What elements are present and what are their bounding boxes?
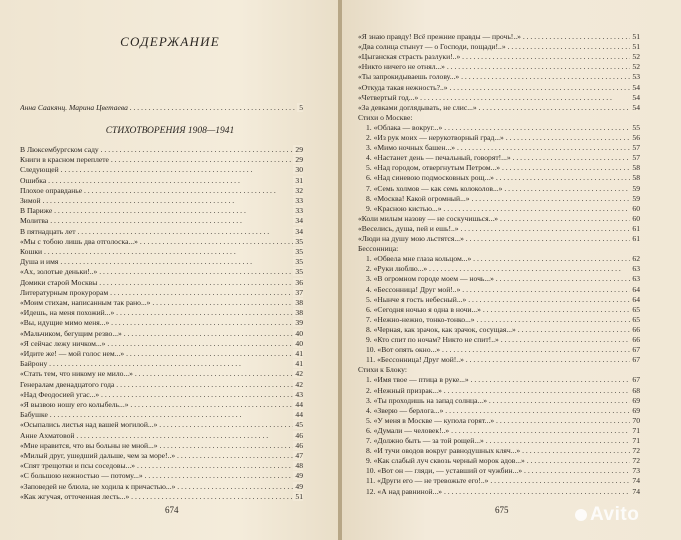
entry-title: Бессонница: bbox=[358, 244, 399, 254]
entry-title: 1. «Имя твое — птица в руке...» . . . bbox=[366, 375, 640, 384]
entry-page: 40 bbox=[295, 338, 303, 348]
entry-page: 47 bbox=[295, 451, 303, 460]
entry-page: 43 bbox=[295, 389, 303, 399]
entry-title: «Ах, золотые деньки!..» . . . bbox=[20, 267, 291, 276]
entry-title: «Идите же! — мой голос нем...» . . . bbox=[20, 349, 303, 358]
entry-page: 61 bbox=[632, 223, 640, 233]
entry-page: 54 bbox=[632, 102, 640, 112]
entry-page: 72 bbox=[632, 456, 640, 466]
toc-entry bbox=[358, 103, 640, 112]
entry-page: 45 bbox=[295, 420, 303, 430]
entry-title: Молитва . . . bbox=[20, 216, 242, 225]
entry-title: «Осыпались листья над вашей могилой...» . . . bbox=[20, 420, 303, 429]
entry-page: 60 bbox=[632, 213, 640, 223]
toc-entry bbox=[366, 456, 640, 465]
toc-entry bbox=[20, 420, 303, 429]
entry-title: 10. «Вот опять окно...» . . . bbox=[366, 345, 634, 354]
toc-entry bbox=[366, 466, 640, 475]
entry-page: 48 bbox=[295, 461, 303, 471]
toc-entry bbox=[20, 267, 303, 276]
toc-entry bbox=[20, 451, 303, 460]
entry-page: 29 bbox=[295, 145, 303, 154]
toc-entry bbox=[20, 400, 303, 409]
entry-page: 29 bbox=[295, 155, 303, 165]
entry-page: 59 bbox=[632, 183, 640, 193]
toc-entry bbox=[358, 83, 640, 92]
entry-title: 11. «Други его — не тревожьте его!..» . . . bbox=[366, 476, 640, 485]
entry-title: Стихи о Москве: bbox=[358, 112, 413, 122]
entry-title: 9. «Как слабый луч сквозь черный морок адов...» . . . bbox=[366, 456, 640, 465]
entry-title: 3. «Ты проходишь на запад солнца...» . . . bbox=[366, 396, 640, 405]
entry-title: «С большою нежностью — потому...» . . . bbox=[20, 471, 303, 480]
entry-page: 58 bbox=[632, 163, 640, 173]
entry-title: 4. «Зверю — берлога...» . . . bbox=[366, 406, 637, 415]
toc-entry bbox=[20, 431, 303, 440]
toc-entry bbox=[358, 62, 640, 71]
entry-page: 40 bbox=[295, 328, 303, 338]
toc-entry bbox=[20, 359, 303, 368]
toc-entry bbox=[20, 155, 303, 164]
entry-title: «Коли милым назову — не соскучишься...» . . . bbox=[358, 214, 640, 223]
entry-page: 35 bbox=[295, 247, 303, 256]
entry-page: 34 bbox=[295, 216, 303, 226]
entry-title: 1. «Облака — вокруг...» . . . bbox=[366, 123, 636, 132]
toc-entry bbox=[358, 244, 640, 253]
toc-entry bbox=[358, 42, 640, 51]
page-number: 674 bbox=[165, 505, 179, 515]
toc-entry bbox=[358, 224, 640, 233]
entry-page: 41 bbox=[295, 349, 303, 358]
entry-page: 42 bbox=[295, 379, 303, 389]
toc-entry bbox=[20, 298, 303, 307]
entry-page: 49 bbox=[295, 481, 303, 491]
entry-title: «Я вызвою ношу его колыбель...» . . . bbox=[20, 400, 303, 409]
entry-page: 51 bbox=[295, 491, 303, 501]
toc-entry bbox=[20, 288, 303, 297]
entry-page: 57 bbox=[632, 153, 640, 163]
entry-title: «Мы с тобою лишь два отголоска...» . . . bbox=[20, 237, 303, 246]
entry-page: 57 bbox=[632, 143, 640, 153]
entry-title: Зимой . . . bbox=[20, 196, 234, 205]
entry-page: 33 bbox=[295, 196, 303, 205]
entry-page: 44 bbox=[295, 410, 303, 420]
entry-title: «Идешь, на меня похожий...» . . . bbox=[20, 308, 303, 317]
toc-entry bbox=[366, 163, 640, 172]
page-number: 675 bbox=[495, 505, 509, 515]
entry-page: 67 bbox=[632, 375, 640, 385]
entry-title: Домики старой Москвы . . . bbox=[20, 278, 291, 287]
entry-page: 35 bbox=[295, 267, 303, 277]
entry-page: 66 bbox=[632, 335, 640, 344]
toc-entry bbox=[366, 426, 640, 435]
entry-title: 6. «Сегодня ночью я одна в ночи...» . . . bbox=[366, 305, 640, 314]
toc-entry bbox=[20, 380, 303, 389]
entry-page: 49 bbox=[295, 471, 303, 481]
entry-title: 9. «Кто спит по ночам? Никто не спит!..» . . . bbox=[366, 335, 640, 344]
entry-page: 32 bbox=[295, 185, 303, 195]
entry-page: 62 bbox=[632, 254, 640, 264]
entry-page: 59 bbox=[632, 193, 640, 203]
entry-title: Анне Ахматовой . . . bbox=[20, 431, 268, 440]
entry-page: 67 bbox=[632, 355, 640, 365]
entry-title: 7. «Семь холмов — как семь колоколов...» . . . bbox=[366, 184, 640, 193]
entry-page: 69 bbox=[632, 395, 640, 405]
entry-title: «Заповедей не блюла, не ходила к причастью...» . . . bbox=[20, 482, 303, 491]
toc-entry bbox=[358, 93, 640, 102]
entry-page: 66 bbox=[632, 324, 640, 334]
toc-entry bbox=[20, 410, 303, 419]
entry-title: Ошибка . . . bbox=[20, 176, 240, 185]
entry-title: «Четвертый год...» . . . bbox=[358, 93, 612, 102]
watermark-text: Avito bbox=[590, 504, 640, 525]
toc-entry bbox=[366, 274, 640, 283]
entry-title: 1. «Обвела мне глаза кольцом...» . . . bbox=[366, 254, 640, 263]
toc-entry bbox=[20, 186, 303, 195]
toc-entry bbox=[20, 308, 303, 317]
entry-title: В пятнадцать лет . . . bbox=[20, 227, 269, 236]
entry-page: 63 bbox=[632, 264, 640, 274]
entry-title: 7. «Должно быть — за той рощей...» . . . bbox=[366, 436, 640, 445]
toc-entry bbox=[366, 173, 640, 182]
toc-entry bbox=[20, 196, 303, 205]
entry-title: 7. «Нежно-нежно, тонко-тонко...» . . . bbox=[366, 315, 640, 324]
entry-title: «Моим стихам, написанным так рано...» . . . bbox=[20, 298, 303, 307]
toc-entry bbox=[20, 247, 303, 256]
entry-title: Стихи к Блоку: bbox=[358, 365, 407, 375]
entry-title: «Никто ничего не отнял...» . . . bbox=[358, 62, 639, 71]
intro-entry bbox=[20, 103, 303, 112]
entry-page: 74 bbox=[632, 476, 640, 486]
toc-entry bbox=[366, 416, 640, 425]
entry-title: 6. «Думали — человек!..» . . . bbox=[366, 426, 640, 435]
entry-title: 4. «Бессонница! Друг мой!..» . . . bbox=[366, 285, 640, 294]
entry-page: 34 bbox=[295, 226, 303, 236]
entry-title: 5. «Нынче я гость небесный...» . . . bbox=[366, 295, 640, 304]
entry-page: 56 bbox=[632, 133, 640, 142]
toc-entry bbox=[20, 339, 303, 348]
section-heading: СТИХОТВОРЕНИЯ 1908—1941 bbox=[105, 126, 235, 136]
entry-title: Байрону . . . bbox=[20, 359, 241, 368]
entry-title: «Стать тем, что никому не мило...» . . . bbox=[20, 369, 303, 378]
entry-page: 71 bbox=[632, 436, 640, 445]
entry-page: 70 bbox=[632, 415, 640, 425]
toc-entry bbox=[366, 325, 640, 334]
toc-entry bbox=[358, 365, 640, 374]
entry-page: 63 bbox=[632, 274, 640, 284]
entry-title: 11. «Бессонница! Друг мой!..» . . . bbox=[366, 355, 640, 364]
toc-entry bbox=[366, 406, 640, 415]
entry-title: 6. «Над синевою подмосковных рощ...» . . . bbox=[366, 173, 640, 182]
entry-title: 2. «Руки люблю...» . . . bbox=[366, 264, 621, 273]
entry-page: 52 bbox=[632, 52, 640, 62]
entry-page: 46 bbox=[295, 430, 303, 440]
entry-page: 39 bbox=[295, 318, 303, 328]
entry-page: 35 bbox=[295, 257, 303, 267]
toc-entry bbox=[358, 72, 640, 81]
entry-page: 60 bbox=[632, 203, 640, 213]
entry-page: 67 bbox=[632, 345, 640, 355]
toc-entry bbox=[366, 305, 640, 314]
toc-entry bbox=[20, 257, 303, 266]
entry-page: 36 bbox=[295, 277, 303, 287]
toc-entry bbox=[366, 396, 640, 405]
entry-title: «Два солнца стынут — о Господи, пощади!..» . . . bbox=[358, 42, 640, 51]
entry-title: Кошки . . . bbox=[20, 247, 236, 256]
entry-title: «Над Феодосией угас...» . . . bbox=[20, 390, 293, 399]
entry-page: 37 bbox=[295, 287, 303, 297]
toc-entry bbox=[366, 285, 640, 294]
entry-title: 5. «Над городом, отвергнутым Петром...» . . . bbox=[366, 163, 640, 172]
entry-page: 38 bbox=[295, 298, 303, 307]
toc-entry bbox=[20, 206, 303, 215]
entry-title: Следующей . . . bbox=[20, 165, 252, 174]
toc-entry bbox=[20, 227, 303, 236]
avito-watermark bbox=[575, 504, 639, 526]
toc-entry bbox=[366, 194, 640, 203]
entry-title: Бабушке . . . bbox=[20, 410, 241, 419]
entry-page: 38 bbox=[295, 308, 303, 318]
entry-page: 44 bbox=[295, 400, 303, 409]
entry-title: 10. «Вот он — гляди, — уставший от чужбин...» . . . bbox=[366, 466, 640, 475]
toc-entry bbox=[366, 295, 640, 304]
toc-entry bbox=[366, 133, 640, 142]
entry-title: 8. «Москва! Какой огромный...» . . . bbox=[366, 194, 640, 203]
entry-page: 64 bbox=[632, 294, 640, 304]
entry-title: 8. «Черная, как зрачок, как зрачок, сосущая...» . . . bbox=[366, 325, 640, 334]
entry-title: «Вы, идущие мимо меня...» . . . bbox=[20, 318, 303, 327]
toc-entry bbox=[20, 318, 303, 327]
entry-title: «Мальчиком, бегущим резво...» . . . bbox=[20, 329, 303, 338]
entry-page: 65 bbox=[632, 304, 640, 314]
entry-title: «За девками доглядывать, не слис...» . . . bbox=[358, 103, 640, 112]
entry-title: 3. «В огромном городе моем — ночь...» . . . bbox=[366, 274, 640, 283]
toc-entry bbox=[20, 145, 303, 154]
entry-title: «Милый друг, ушедший дальше, чем за море!..» . . . bbox=[20, 451, 303, 460]
toc-entry bbox=[20, 216, 303, 225]
entry-page: 41 bbox=[295, 359, 303, 369]
entry-title: Душа и имя . . . bbox=[20, 257, 252, 266]
toc-entry bbox=[366, 254, 640, 263]
toc-entry bbox=[366, 315, 640, 324]
entry-title: Анна Саакянц. Марина Цветаева . . . bbox=[20, 103, 303, 112]
entry-page: 52 bbox=[632, 62, 640, 72]
toc-entry bbox=[20, 441, 303, 450]
entry-page: 31 bbox=[295, 175, 303, 185]
entry-page: 35 bbox=[295, 236, 303, 246]
toc-entry bbox=[366, 345, 640, 354]
toc-entry bbox=[358, 214, 640, 223]
right-page bbox=[342, 0, 681, 540]
toc-entry bbox=[20, 390, 303, 399]
entry-title: 4. «Настанет день — печальный, говорят!...» . . . bbox=[366, 153, 640, 162]
toc-entry bbox=[366, 204, 640, 213]
entry-title: «Откуда такая нежность?..» . . . bbox=[358, 83, 640, 92]
left-page bbox=[0, 0, 340, 540]
toc-entry bbox=[20, 329, 303, 338]
toc-entry bbox=[358, 32, 640, 41]
toc-entry bbox=[366, 143, 640, 152]
entry-title: Книги в красном переплете . . . bbox=[20, 155, 303, 164]
toc-entry bbox=[20, 176, 303, 185]
avito-logo-icon bbox=[575, 509, 587, 521]
entry-page: 58 bbox=[632, 173, 640, 183]
toc-entry bbox=[366, 476, 640, 485]
toc-entry bbox=[366, 335, 640, 344]
entry-title: «Я знаю правду! Всё прежние правды — прочь!..» . . . bbox=[358, 32, 640, 41]
entry-title: 3. «Мимо ночных башен...» . . . bbox=[366, 143, 640, 152]
entry-page: 71 bbox=[632, 425, 640, 435]
entry-title: 5. «У меня в Москве — купола горят...» . . . bbox=[366, 416, 640, 425]
toc-entry bbox=[366, 153, 640, 162]
entry-title: Плохое оправданье . . . bbox=[20, 186, 276, 195]
toc-entry bbox=[358, 113, 640, 122]
toc-entry bbox=[358, 234, 640, 243]
toc-entry bbox=[366, 355, 640, 364]
entry-title: В Люксембургском саду . . . bbox=[20, 145, 292, 154]
entry-title: 2. «Из рук моих — нерукотворный град...» . . . bbox=[366, 133, 640, 142]
entry-title: 12. «А над равниной...» . . . bbox=[366, 487, 636, 496]
toc-entry bbox=[20, 278, 303, 287]
entry-page: 74 bbox=[632, 486, 640, 496]
entry-title: «Как жгучая, отточенная лесть...» . . . bbox=[20, 492, 303, 501]
toc-entry bbox=[366, 386, 640, 395]
entry-page: 46 bbox=[295, 440, 303, 450]
toc-entry bbox=[20, 482, 303, 491]
entry-page: 54 bbox=[632, 82, 640, 92]
entry-page: 53 bbox=[632, 72, 640, 82]
toc-entry bbox=[366, 264, 640, 273]
toc-entry bbox=[20, 471, 303, 480]
toc-entry bbox=[366, 436, 640, 445]
entry-page: 51 bbox=[632, 32, 640, 41]
toc-entry bbox=[20, 369, 303, 378]
entry-page: 68 bbox=[632, 385, 640, 395]
entry-page: 30 bbox=[295, 165, 303, 175]
entry-page: 72 bbox=[632, 446, 640, 456]
entry-title: «Веселись, душа, пей и ешь!..» . . . bbox=[358, 224, 640, 233]
toc-entry bbox=[20, 349, 303, 358]
entry-title: «Я сейчас лежу ничком...» . . . bbox=[20, 339, 299, 348]
entry-page: 69 bbox=[632, 405, 640, 415]
toc-entry bbox=[366, 487, 640, 496]
entry-title: 2. «Нежный призрак...» . . . bbox=[366, 386, 636, 395]
entry-title: «Ты запрокидываешь голову...» . . . bbox=[358, 72, 640, 81]
entry-title: Литературным прокурорам . . . bbox=[20, 288, 302, 297]
entry-title: «Спят трещотки и псы соседовы...» . . . bbox=[20, 461, 303, 470]
toc-entry bbox=[20, 237, 303, 246]
entry-page: 54 bbox=[632, 92, 640, 102]
entry-page: 65 bbox=[632, 314, 640, 324]
entry-title: 9. «Красною кистью...» . . . bbox=[366, 204, 635, 213]
entry-page: 64 bbox=[632, 284, 640, 294]
entry-page: 51 bbox=[632, 42, 640, 52]
entry-page: 42 bbox=[295, 369, 303, 379]
entry-title: «Мне нравится, что вы больны не мной...» . . . bbox=[20, 441, 303, 450]
entry-title: «Цыганская страсть разлуки!..» . . . bbox=[358, 52, 640, 61]
entry-page: 5 bbox=[299, 103, 303, 112]
entry-page: 73 bbox=[632, 466, 640, 476]
toc-entry bbox=[366, 123, 640, 132]
entry-title: «Люди на душу мою льстятся...» . . . bbox=[358, 234, 640, 243]
toc-entry bbox=[366, 375, 640, 384]
toc-entry bbox=[20, 165, 303, 174]
entry-page: 33 bbox=[295, 206, 303, 216]
toc-entry bbox=[20, 461, 303, 470]
entry-title: 8. «И тучи оводов вокруг равнодушных кляч...» . . . bbox=[366, 446, 640, 455]
entry-title: Генералам двенадцатого года . . . bbox=[20, 380, 303, 389]
toc-entry bbox=[366, 184, 640, 193]
entry-page: 55 bbox=[632, 122, 640, 132]
toc-entry bbox=[358, 52, 640, 61]
toc-entry bbox=[20, 492, 303, 501]
entry-page: 61 bbox=[632, 234, 640, 243]
toc-entry bbox=[366, 446, 640, 455]
entry-title: В Париже . . . bbox=[20, 206, 246, 215]
page-title: СОДЕРЖАНИЕ bbox=[120, 34, 220, 49]
